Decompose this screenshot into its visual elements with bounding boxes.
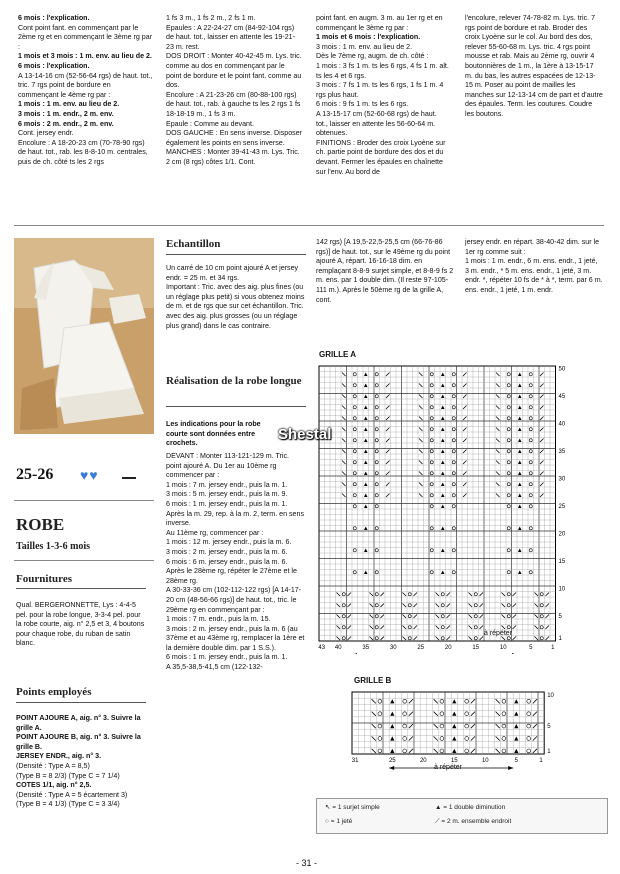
right-text-2: jersey endr. en répart. 38-40-42 dim. sur le 1er rg comme suit : 1 mois : 1 m. endr., 6 m. ens. endr., 1 jeté, 3 m. endr., * 5 m. ens. endr., 1 jeté, 3 m. endr. *, répéter 10 fs de * à *, term. par 6 m. ens. endr., 1 jeté, 1 m. endr. (465, 238, 603, 294)
legend-item-1: ↖ = 1 surjet simple (325, 804, 380, 811)
left-divider-2 (14, 560, 154, 561)
devant-paragraph: A 30-33-36 cm (102-112-122 rgs) [A 14-17-20 cm (48-56-66 rgs)] de haut. tot., tric. le 29ème rg en commençant par : (166, 586, 302, 614)
devant-paragraph: 1 mois : 7 m. endr., puis la m. 15. (166, 615, 271, 624)
devant-paragraph: 6 mois : 1 m. jersey endr., puis la m. 1. (166, 499, 288, 508)
top-column-1-paragraph: Encolure : A 18-20-23 cm (70-78-90 rgs) de haut. tot., rab. les 8-8-10 m. centrales, puis de ch. côté ts les 2 rgs (18, 138, 148, 166)
devant-instructions (166, 452, 306, 673)
left-divider-1 (14, 500, 154, 501)
row-label: 35 (558, 449, 566, 455)
top-column-2-paragraph: MANCHES : Monter 39-41-43 m. Lys. Tric. 2 cm (8 rgs) côtes 1/1. Cont. (166, 148, 300, 166)
points-paragraph: (Type B = 4 1/3) (Type C = 3 3/4) (16, 800, 120, 809)
top-column-1-paragraph: 1 mois et 3 mois : 1 m. env. au lieu de 2. (18, 52, 152, 61)
top-column-1-paragraph: 6 mois : l'explication. (18, 14, 90, 22)
points-paragraph: JERSEY ENDR., aig. n° 3. (16, 752, 102, 761)
top-column-1-paragraph: Cont. jersey endr. (18, 129, 74, 138)
surjet-simple-icon: ↖ (325, 804, 331, 811)
right-text-1: 142 rgs) [A 19,5-22,5-25,5 cm (66-76-86 rgs)] de haut. tot., sur le 49ème rg du point ajouré A, répart. 16-16-18 dim. en remplaçant 8-8-9 surjet simple, et 8-8-9 fs 2 m. ens. par 1 double dim. (Il reste 97-105-111 m.). Après le 50ème rg de la grille A, cont. (316, 238, 454, 304)
grille-a-repeat-label: à répéter (484, 630, 513, 637)
devant-paragraph: 6 mois : 6 m. jersey endr., puis la m. 6. (166, 557, 288, 566)
echantillon-paragraph: Important : Tric. avec des aig. plus fines (ou un réglage plus petit) si vous obtenez moins de m. et de rgs que sur cet échantillon. Tric. avec des aig. plus grosses (ou un réglage plus grand) dans le cas contraire. (166, 283, 305, 330)
devant-paragraph: A 35,5-38,5-41,5 cm (122-132- (166, 663, 263, 672)
grille-b-label: GRILLE B (354, 676, 392, 685)
top-column-1 (18, 14, 153, 168)
row-label: 1 (547, 749, 551, 755)
two-stitches-together-icon: ⟋ (435, 818, 440, 825)
echantillon-paragraph: Un carré de 10 cm point ajouré A et jersey endr. = 25 m. et 34 rgs. (166, 264, 299, 282)
section-divider (14, 225, 604, 226)
col-label: 25 (417, 645, 425, 651)
col-label: 15 (472, 645, 480, 651)
points-paragraph: COTES 1/1, aig. n° 2,5. (16, 781, 92, 790)
top-column-3-paragraph: 6 mois : 9 fs 1 m. ts les 6 rgs. (316, 100, 409, 109)
points-paragraph: POINT AJOURE B, aig. n° 3. Suivre la grille B. (16, 733, 141, 751)
devant-paragraph: DEVANT : Monter 113-121-129 m. Tric. point ajouré A. Du 1er au 10ème rg commencer par : (166, 452, 290, 480)
points-paragraph: (Densité : Type A = 5 écartement 3) (16, 790, 128, 799)
col-label: 40 (334, 645, 342, 651)
col-label: 20 (419, 758, 427, 764)
points-list (16, 714, 150, 810)
fournitures-text: Qual. BERGERONNETTE, Lys : 4-4-5 pel. pour la robe longue, 3-3-4 pel. pour la robe courte, aig. n° 2,5 et 3, 4 boutons pour chaque robe, du ruban de satin blanc. (16, 601, 145, 648)
watermark: Shestal (278, 426, 332, 443)
col-label: 30 (389, 645, 397, 651)
legend-item-2: ▲ = 1 double diminution (435, 804, 506, 811)
points-underline (16, 702, 146, 703)
row-label: 10 (558, 586, 566, 593)
devant-paragraph: Après la m. 29, rep. à la m. 2, term. en sens inverse. (166, 509, 304, 528)
col-label: 43 (318, 645, 326, 651)
difficulty-hearts: ♥♥ (80, 467, 99, 483)
row-label: 1 (558, 636, 562, 642)
col-label: 35 (362, 645, 370, 651)
top-column-1-paragraph: 6 mois : l'explication. (18, 61, 90, 70)
top-column-2-paragraph: Epaules : A 22-24-27 cm (84-92-104 rgs) de haut. tot., laisser en attente les 19-21-23 m. rest. (166, 23, 295, 51)
dash-mark (122, 477, 136, 479)
top-column-3-paragraph: 1 mois : 3 fs 1 m. ts les 6 rgs, 4 fs 1 m. alt. ts les 4 et 6 rgs. (316, 61, 449, 80)
realisation-heading: Réalisation de la robe longue (166, 375, 302, 387)
top-column-1-paragraph: Cont point fant. en commençant par le 2ème rg et en commençant le 3ème rg par : (18, 23, 153, 51)
row-label: 20 (558, 531, 566, 538)
devant-paragraph: Après le 28ème rg, répéter le 27ème et le 28ème rg. (166, 567, 297, 585)
points-paragraph: (Densité : Type A = 8,5) (16, 761, 90, 770)
fournitures-underline (16, 588, 146, 589)
repeat-arrow-left (389, 766, 394, 770)
grille-a (316, 362, 606, 659)
top-column-3-paragraph: 3 mois : 1 m. env. au lieu de 2. (316, 42, 413, 51)
col-label: 10 (481, 758, 489, 764)
top-column-2 (166, 14, 302, 168)
legend-item-4: ⟋ = 2 m. ensemble endroit (435, 818, 512, 825)
top-column-4 (465, 14, 603, 120)
col-label: 31 (351, 758, 359, 764)
double-diminution-icon: ▲ (435, 804, 442, 811)
fournitures-heading: Fournitures (16, 573, 73, 585)
row-label: 40 (558, 421, 566, 428)
top-column-2-paragraph: DOS GAUCHE : En sens inverse. Disposer également les points en sens inverse. (166, 129, 303, 147)
col-label: 5 (514, 758, 518, 764)
pattern-number: 25-26 (16, 466, 54, 483)
top-column-2-paragraph: Encolure : A 21-23-26 cm (80-88-100 rgs) de haut. tot., rab. à gauche ts les 2 rgs 1 fs 18-18-19 m., 1 fs 3 m. (166, 90, 301, 118)
page-number: - 31 - (296, 858, 318, 868)
echantillon-underline (166, 254, 306, 255)
repeat-arrow-right (512, 653, 517, 654)
top-column-1-paragraph: 3 mois : 1 m. endr., 2 m. env. (18, 109, 114, 118)
row-label: 30 (558, 476, 566, 483)
points-paragraph: POINT AJOURE A, aig. n° 3. Suivre la grille A. (16, 714, 141, 732)
devant-paragraph: 1 mois : 7 m. jersey endr., puis la m. 1. (166, 480, 288, 489)
col-label: 20 (444, 645, 452, 651)
col-label: 15 (450, 758, 458, 764)
top-column-2-paragraph: 1 fs 3 m., 1 fs 2 m., 2 fs 1 m. (166, 14, 256, 22)
legend-item-3: ○ = 1 jeté (325, 818, 353, 825)
devant-paragraph: 3 mois : 5 m. jersey endr., puis la m. 9. (166, 490, 288, 499)
devant-paragraph: 6 mois : 1 m. jersey endr., puis la m. 1. (166, 653, 288, 662)
top-column-3-paragraph: A 13-15-17 cm (52-60-68 rgs) de haut. tot., laisser en attente les 56-60-64 m. obtenues. (316, 109, 437, 138)
indications-note: Les indications pour la robe courte sont données entre crochets. (166, 420, 261, 448)
top-column-4-text: l'encolure, relever 74-78-82 m. Lys. tric. 7 rgs point de bordure et rab. Broder des croix Lyoène sur le col. Au bord des dos, relever 55-60-68 m. Lys. tric. 4 rgs point mousse et rab. Mais au 2ème rg, ouvrir 4 boutonnières de 1 m., la 1ère à 13-15-17 m. du bas, les autres espacées de 12-13-15 m. Poser au point de mailles les manches sur 12-13-14 cm de part et d'autre des épaules. Term. les coutures. Coudre les boutons. (465, 14, 603, 118)
points-heading: Points employés (16, 686, 92, 698)
grille-a-label: GRILLE A (319, 350, 357, 359)
row-label: 45 (558, 394, 566, 400)
section-title: ROBE (16, 515, 65, 534)
row-label: 10 (547, 693, 554, 700)
col-label: 1 (539, 758, 543, 764)
col-label: 25 (388, 758, 396, 764)
row-label: 5 (558, 614, 562, 620)
legend-box (316, 798, 608, 834)
row-label: 5 (547, 724, 551, 731)
col-label: 10 (499, 645, 507, 651)
col-label: 1 (551, 645, 555, 651)
col-label: 5 (529, 645, 533, 651)
echantillon-text (166, 264, 306, 331)
top-column-1-paragraph: A 13-14-16 cm (52-56-64 rgs) de haut. tot., tric. 7 rgs point de bordure en commençant le 4ème rg par : (18, 71, 153, 99)
top-column-3-paragraph: 3 mois : 7 fs 1 m. ts les 6 rgs, 1 fs 1 m. 4 rgs plus haut. (316, 81, 444, 99)
repeat-arrow-right (508, 766, 513, 770)
jete-icon: ○ (325, 818, 329, 825)
row-label: 15 (558, 559, 566, 565)
top-column-2-paragraph: Epaule : Comme au devant. (166, 119, 254, 128)
top-column-3-paragraph: Dès le 7ème rg, augm. de ch. côté : (316, 52, 429, 61)
top-column-1-paragraph: 6 mois : 2 m. endr., 2 m. env. (18, 119, 114, 128)
devant-paragraph: 1 mois : 12 m. jersey endr., puis la m. 6. (166, 538, 292, 547)
devant-paragraph: 3 mois : 2 m. jersey endr., puis la m. 6 (au 37ème et au 43ème rg, remplacer la 1ère et la dernière double dim. par 1 S.S.). (166, 624, 305, 652)
dress-photo (14, 238, 154, 434)
realisation-underline (166, 406, 306, 407)
devant-paragraph: Au 11ème rg, commencer par : (166, 528, 264, 537)
top-column-3-paragraph: 1 mois et 6 mois : l'explication. (316, 33, 421, 42)
row-label: 25 (558, 504, 566, 510)
repeat-arrow-left (352, 653, 357, 654)
top-column-3 (316, 14, 450, 177)
grille-b-repeat-label: à répéter (434, 764, 463, 771)
echantillon-heading: Echantillon (166, 238, 221, 250)
top-column-1-paragraph: 1 mois : 1 m. env. au lieu de 2. (18, 100, 120, 109)
top-column-3-paragraph: point fant. en augm. 3 m. au 1er rg et en commençant le 3ème rg par : (316, 14, 443, 32)
sizes-subtitle: Tailles 1-3-6 mois (16, 541, 91, 552)
top-column-3-paragraph: FINITIONS : Broder des croix Lyoène sur ch. partie point de bordure des dos et du devant. Fermer les épaules en chaînette sur l'env. Au bord de (316, 138, 446, 176)
points-paragraph: (Type B = 8 2/3) (Type C = 7 1/4) (16, 771, 120, 780)
top-column-2-paragraph: DOS DROIT : Monter 40-42-45 m. Lys. tric. comme au dos en commençant par le point de bordure et le point fant. comme au dos. (166, 52, 302, 90)
devant-paragraph: 3 mois : 2 m. jersey endr., puis la m. 6. (166, 547, 288, 556)
row-label: 50 (558, 366, 566, 373)
